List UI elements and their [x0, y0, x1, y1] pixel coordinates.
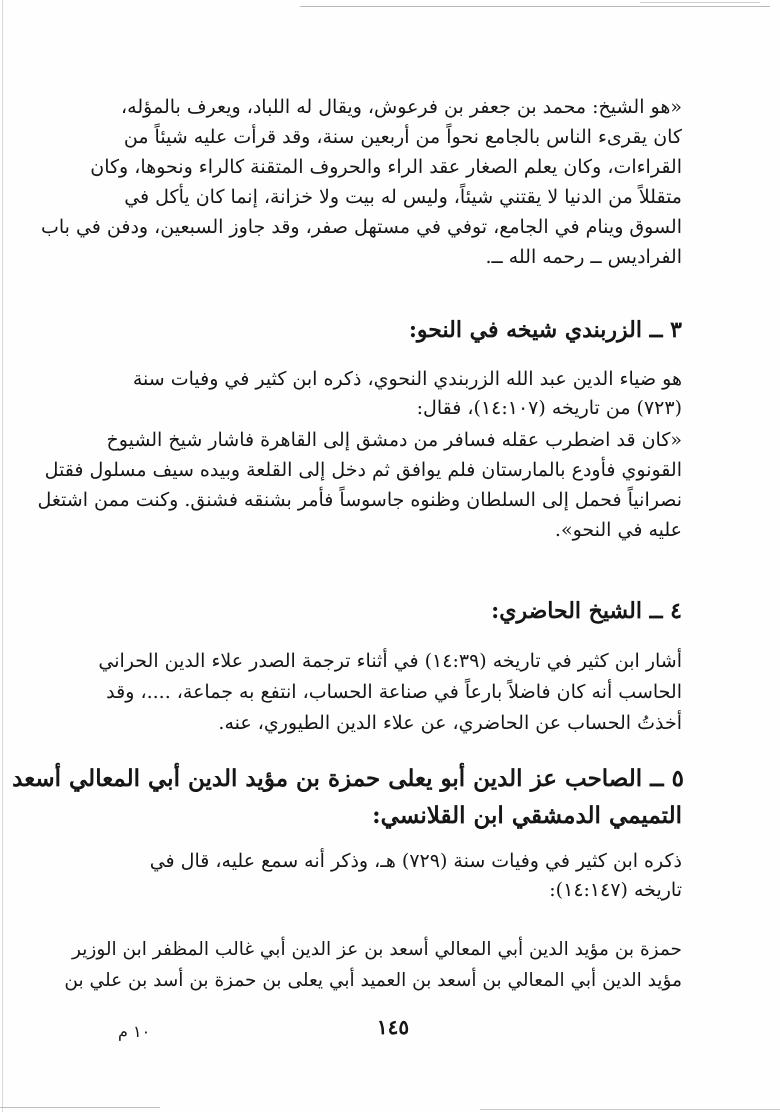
text-line: السوق وينام في الجامع، توفي في مستهل صفر، وقد جاوز السبعين، ودفن في باب	[40, 216, 682, 238]
section-heading-5-line-1: ٥ ــ الصاحب عز الدين أبو يعلى حمزة بن مؤيد الدين أبي المعالي أسعد	[12, 765, 684, 792]
paragraph-quote-allabbad	[40, 92, 682, 272]
text-line: تاريخه (١٤:١٤٧):	[549, 879, 682, 901]
text-line: القراءات، وكان يعلم الصغار عقد الراء والحروف المتقنة كالراء ونحوها، وكان	[90, 156, 682, 178]
section-heading-4: ٤ ــ الشيخ الحاضري:	[491, 598, 682, 624]
text-line: ذكره ابن كثير في وفيات سنة (٧٢٩) هـ، وذكر أنه سمع عليه، قال في	[149, 850, 682, 872]
text-line: كان يقرىء الناس بالجامع نحواً من أربعين سنة، وقد قرأت عليه شيئاً من	[123, 126, 682, 148]
paragraph-ibn-qalanisi-lineage	[64, 934, 682, 996]
text-line: القونوي فأودع بالمارستان فلم يوافق ثم دخل إلى القلعة وبيده سيف مسلول فقتل	[44, 459, 682, 481]
left-edge-line	[2, 0, 3, 1112]
page-number: ١٤٥	[376, 1015, 410, 1039]
section-heading-5-line-2: التميمي الدمشقي ابن القلانسي:	[372, 802, 682, 829]
text-line: هو ضياء الدين عبد الله الزربندي النحوي، ذكره ابن كثير في وفيات سنة	[132, 368, 682, 390]
text-line: الفراديس ــ رحمه الله ــ.	[485, 246, 682, 268]
top-edge-line-secondary	[640, 2, 760, 3]
text-line: «هو الشيخ: محمد بن جعفر بن فرعوش، ويقال له اللباد، ويعرف بالمؤله،	[121, 96, 682, 118]
text-line: مؤيد الدين أبي المعالي بن أسعد بن العميد أبي يعلى بن حمزة بن أسد بن علي بن	[64, 970, 682, 991]
text-line: (٧٢٣) من تاريخه (١٤:١٠٧)، فقال:	[416, 397, 682, 419]
paragraph-ibn-qalanisi-intro	[122, 847, 682, 905]
bottom-edge-line-secondary	[480, 1109, 780, 1110]
text-line: الحاسب أنه كان فاضلاً بارعاً في صناعة الحساب، انتفع به جماعة، ....، وقد	[106, 681, 682, 703]
text-line: عليه في النحو».	[554, 519, 682, 541]
section-heading-3: ٣ ــ الزربندي شيخه في النحو:	[408, 317, 682, 343]
paragraph-hadiri	[98, 646, 682, 739]
bottom-edge-line	[0, 1107, 160, 1108]
top-edge-line	[300, 6, 770, 7]
paragraph-zarbandi-quote	[37, 425, 682, 545]
paragraph-zarbandi-intro	[122, 365, 682, 423]
signature-mark: ١٠ م	[118, 1022, 151, 1041]
text-line: متقللاً من الدنيا لا يقتني شيئاً، وليس له بيت ولا خزانة، إنما كان يأكل في	[124, 186, 682, 208]
text-line: أشار ابن كثير في تاريخه (١٤:٣٩) في أثناء ترجمة الصدر علاء الدين الحراني	[98, 650, 682, 672]
text-line: أخذتُ الحساب عن الحاضري، عن علاء الدين الطيوري، عنه.	[218, 712, 682, 734]
text-line: «كان قد اضطرب عقله فسافر من دمشق إلى القاهرة فاشار شيخ الشيوخ	[106, 429, 682, 451]
text-line: حمزة بن مؤيد الدين أبي المعالي أسعد بن عز الدين أبي غالب المظفر ابن الوزير	[72, 939, 682, 960]
text-line: نصرانياً فحمل إلى السلطان وظنوه جاسوساً فأمر بشنقه فشنق. وكنت ممن اشتغل	[37, 489, 682, 511]
